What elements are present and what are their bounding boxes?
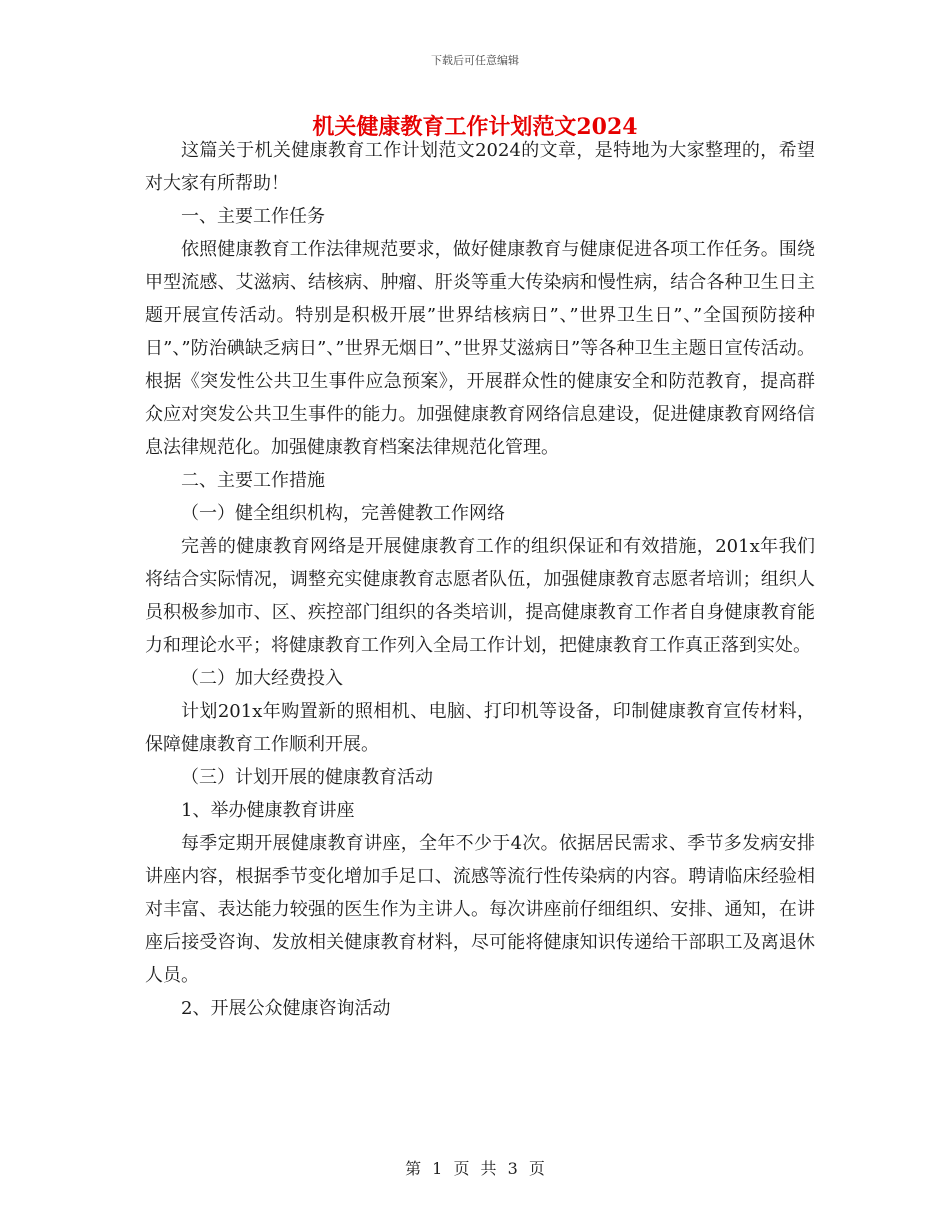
page-number: 第 1 页 共 3 页 xyxy=(405,1159,545,1178)
document-body xyxy=(145,134,815,1025)
body-paragraph: 计划201x年购置新的照相机、电脑、打印机等设备，印制健康教育宣传材料，保障健康教育工作顺利开展。 xyxy=(145,701,815,755)
document-title: 机关健康教育工作计划范文2024 xyxy=(312,114,638,140)
page-header: 下载后可任意编辑 xyxy=(431,54,519,67)
subsection-heading: （三）计划开展的健康教育活动 xyxy=(181,767,433,788)
section-heading: 一、主要工作任务 xyxy=(181,206,325,227)
subsection-heading: （二）加大经费投入 xyxy=(181,668,343,689)
section-heading: 二、主要工作措施 xyxy=(181,470,325,491)
item-heading: 2、开展公众健康咨询活动 xyxy=(181,998,391,1019)
item-heading: 1、举办健康教育讲座 xyxy=(181,800,355,821)
body-paragraph: 每季定期开展健康教育讲座，全年不少于4次。依据居民需求、季节多发病安排讲座内容，根据季节变化增加手足口、流感等流行性传染病的内容。聘请临床经验相对丰富、表达能力较强的医生作为主讲人。每次讲座前仔细组织、安排、通知，在讲座后接受咨询、发放相关健康教育材料，尽可能将健康知识传递给干部职工及离退休人员。 xyxy=(145,833,815,986)
body-paragraph: 依照健康教育工作法律规范要求，做好健康教育与健康促进各项工作任务。围绕甲型流感、艾滋病、结核病、肿瘤、肝炎等重大传染病和慢性病，结合各种卫生日主题开展宣传活动。特别是积极开展”世界结核病日”、”世界卫生日”、”全国预防接种日”、”防治碘缺乏病日”、”世界无烟日”、”世界艾滋病日”等各种卫生主题日宣传活动。根据《突发性公共卫生事件应急预案》，开展群众性的健康安全和防范教育，提高群众应对突发公共卫生事件的能力。加强健康教育网络信息建设，促进健康教育网络信息法律规范化。加强健康教育档案法律规范化管理。 xyxy=(145,239,815,458)
body-paragraph: 完善的健康教育网络是开展健康教育工作的组织保证和有效措施，201x年我们将结合实际情况，调整充实健康教育志愿者队伍，加强健康教育志愿者培训；组织人员积极参加市、区、疾控部门组织的各类培训，提高健康教育工作者自身健康教育能力和理论水平；将健康教育工作列入全局工作计划，把健康教育工作真正落到实处。 xyxy=(145,536,815,656)
intro-paragraph: 这篇关于机关健康教育工作计划范文2024的文章，是特地为大家整理的，希望对大家有所帮助！ xyxy=(145,140,815,194)
subsection-heading: （一）健全组织机构，完善健教工作网络 xyxy=(181,503,505,524)
